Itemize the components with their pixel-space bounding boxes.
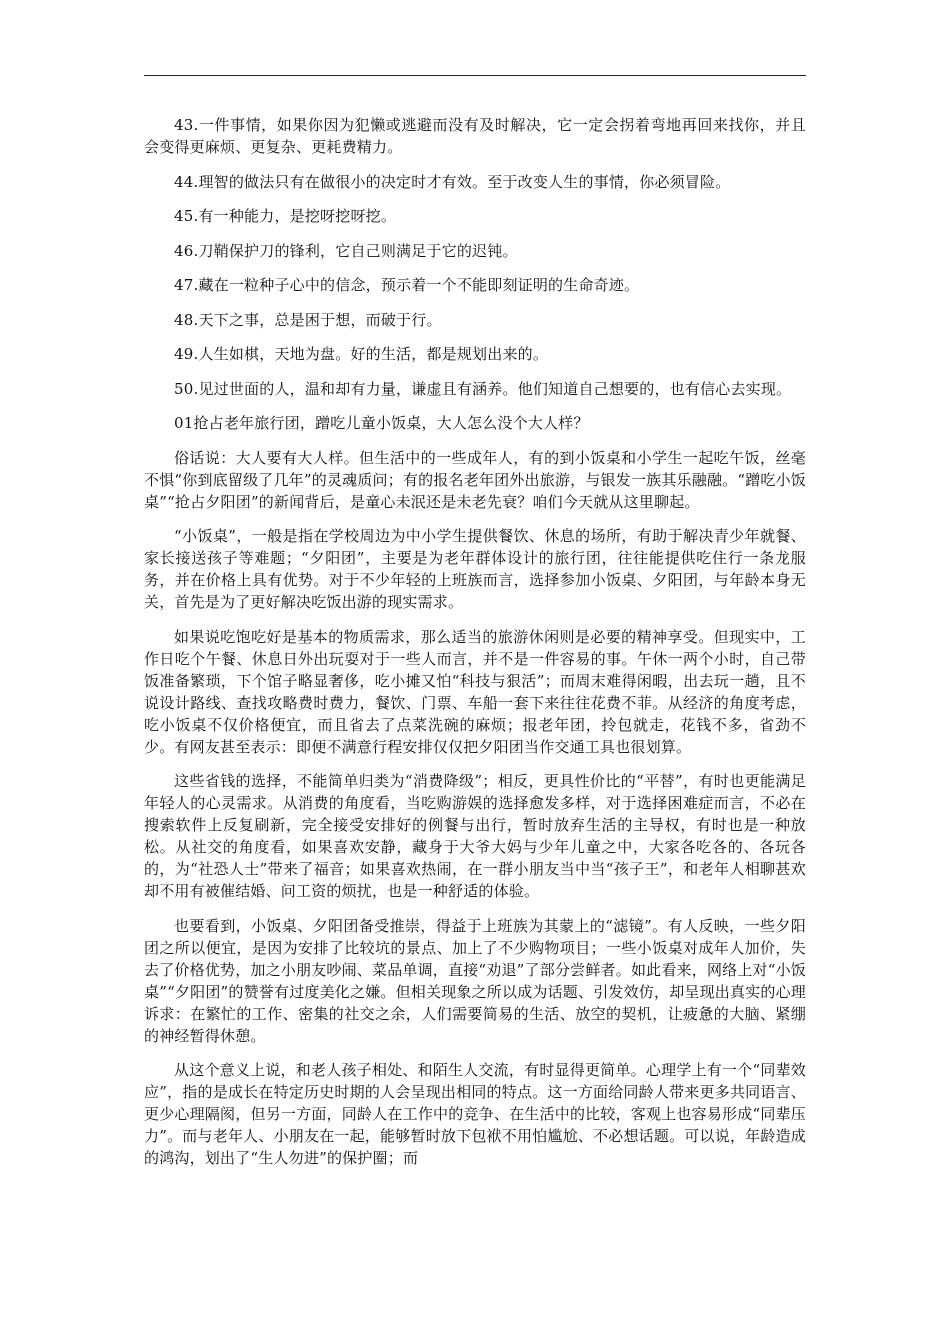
paragraph: 这些省钱的选择，不能简单归类为“消费降级”；相反，更具性价比的“平替”，有时也更能满足年轻人的心灵需求。从消费的角度看，当吃购游娱的选择愈发多样，对于选择困难症而言，不必在搜索软件上反复刷新，完全接受安排好的例餐与出行，暂时放弃生活的主导权，有时也是一种放松。从社交的角度看，如果喜欢安静，藏身于大爷大妈与少年儿童之中，大家各吃各的、各玩各的，为“社恐人士”带来了福音；如果喜欢热闹，在一群小朋友当中当“孩子王”，和老年人相聊甚欢却不用有被催结婚、问工资的烦扰，也是一种舒适的体验。 (144, 772, 806, 900)
paragraph-quote-46: 46.刀鞘保护刀的锋利，它自己则满足于它的迟钝。 (174, 241, 518, 260)
paragraph: 俗话说：大人要有大人样。但生活中的一些成年人，有的到小饭桌和小学生一起吃午饭，丝毫不惧“你到底留级了几年”的灵魂质问；有的报名老年团外出旅游，与银发一族其乐融融。“蹭吃小饭桌”“抢占夕阳团”的新闻背后，是童心未泯还是未老先衰？咱们今天就从这里聊起。 (144, 448, 807, 511)
paragraph-quote-47: 47.藏在一粒种子心中的信念，预示着一个不能即刻证明的生命奇迹。 (174, 276, 640, 294)
paragraph-quote-44: 44.理智的做法只有在做很小的决定时才有效。至于改变人生的事情，你必须冒险。 (174, 172, 731, 191)
header-rule (144, 75, 806, 76)
section-heading: 01抢占老年旅行团，蹭吃儿童小饭桌，大人怎么没个大人样？ (174, 414, 589, 432)
paragraph-quote-43: 43.一件事情，如果你因为犯懒或逃避而没有及时解决，它一定会拐着弯地再回来找你，并且会变得更麻烦、更复杂、更耗费精力。 (144, 116, 806, 156)
paragraph-quote-48: 48.天下之事，总是困于想，而破于行。 (174, 310, 442, 329)
paragraph: 如果说吃饱吃好是基本的物质需求，那么适当的旅游休闲则是必要的精神享受。但现实中，工作日吃个午餐、休息日外出玩耍对于一些人而言，并不是一件容易的事。午休一两个小时，自己带饭准备繁琐，下个馆子略显奢侈，吃小摊又怕“科技与狠活”；而周末难得闲暇，出去玩一趟，且不说设计路线、查找攻略费时费力，餐饮、门票、车船一套下来往往花费不菲。从经济的角度考虑，吃小饭桌不仅价格便宜，而且省去了点菜洗碗的麻烦；报老年团，拎包就走，花钱不多，省劲不少。有网友甚至表示：即便不满意行程安排仅仅把夕阳团当作交通工具也很划算。 (144, 627, 806, 756)
paragraph-quote-49: 49.人生如棋，天地为盘。好的生活，都是规划出来的。 (174, 345, 549, 363)
paragraph-quote-45: 45.有一种能力，是挖呀挖呀挖。 (174, 207, 397, 225)
paragraph: 从这个意义上说，和老人孩子相处、和陌生人交流，有时显得更简单。心理学上有一个“同辈效应”，指的是成长在特定历史时期的人会呈现出相同的特点。这一方面给同龄人带来更多共同语言、更少心理隔阂，但另一方面，同龄人在工作中的竞争、在生活中的比较，客观上也容易形成“同辈压力”。而与老年人、小朋友在一起，能够暂时放下包袱不用怕尴尬、不必想话题。可以说，年龄造成的鸿沟，划出了“生人勿进”的保护圈；而 (144, 1061, 806, 1167)
paragraph: “小饭桌”，一般是指在学校周边为中小学生提供餐饮、休息的场所，有助于解决青少年就餐、家长接送孩子等难题；“夕阳团”，主要是为老年群体设计的旅行团，往往能提供吃住行一条龙服务，并在价格上具有优势。对于不少年轻的上班族而言，选择参加小饭桌、夕阳团，与年龄本身无关，首先是为了更好解决吃饭出游的现实需求。 (144, 527, 806, 611)
paragraph-quote-50: 50.见过世面的人，温和却有力量，谦虚且有涵养。他们知道自己想要的，也有信心去实现。 (174, 379, 792, 398)
paragraph: 也要看到，小饭桌、夕阳团备受推崇，得益于上班族为其蒙上的“滤镜”。有人反映，一些夕阳团之所以便宜，是因为安排了比较坑的景点、加上了不少购物项目；一些小饭桌对成年人加价，失去了价格优势，加之小朋友吵闹、菜品单调，直接“劝退”了部分尝鲜者。如此看来，网络上对“小饭桌”“夕阳团”的赞誉有过度美化之嫌。但相关现象之所以成为话题、引发效仿，却呈现出真实的心理诉求：在繁忙的工作、密集的社交之余，人们需要简易的生活、放空的契机，让疲惫的大脑、紧绷的神经暂得休憩。 (144, 916, 807, 1045)
document-body (144, 114, 806, 1182)
